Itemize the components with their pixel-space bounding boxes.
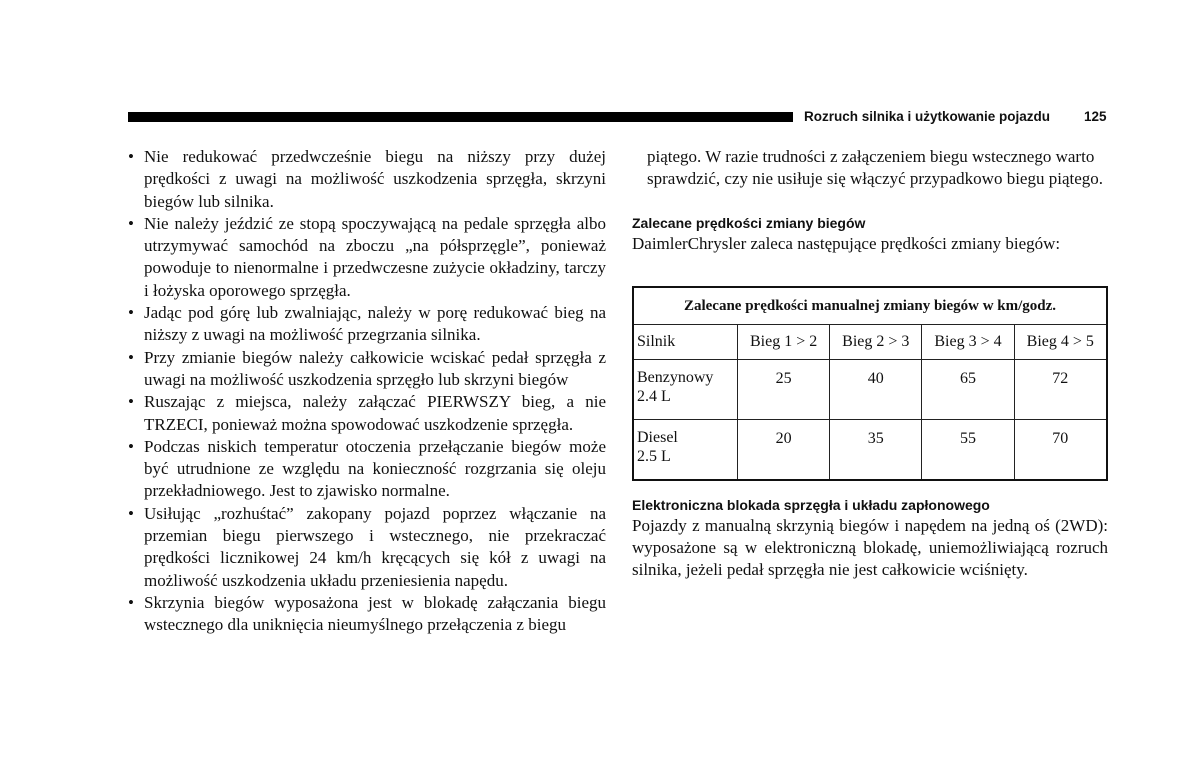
continuation-paragraph: piątego. W razie trudności z załączeniem biegu wstecznego warto sprawdzić, czy nie usiłuje się włączyć przypadkowo biegu piątego. [647,147,1104,189]
list-item [128,436,606,503]
table-caption: Zalecane prędkości manualnej zmiany biegów w km/godz. [633,287,1107,325]
list-item-text: Podczas niskich temperatur otoczenia przełączanie biegów może być utrudnione ze względu na konieczność rozgrzania się oleju przekładniowego. Jest to zjawisko normalne. [144,436,606,501]
shift-speed-table [632,286,1108,481]
header-rule [128,112,793,122]
section-heading-shift-speeds: Zalecane prędkości zmiany biegów [632,214,866,231]
engine-displacement: 2.5 L [637,447,671,465]
list-item-text: Jadąc pod górę lub zwalniając, należy w porę redukować bieg na niższy z uwagi na możliwość przegrzania silnika. [144,303,606,345]
table-cell: 65 [922,359,1014,419]
table-cell: 55 [922,419,1014,480]
table-header-cell: Bieg 1 > 2 [738,324,830,359]
list-item [128,213,606,302]
list-item [128,503,606,592]
list-item [128,592,606,637]
engine-name: Diesel [637,428,678,446]
list-item-text: Przy zmianie biegów należy całkowicie wciskać pedał sprzęgła z uwagi na możliwość uszkodzenia sprzęgło lub skrzyni biegów [144,347,606,389]
section-text-clutch-interlock: Pojazdy z manualną skrzynią biegów i napędem na jedną oś (2WD): wyposażone są w elektroniczną blokadę, uniemożliwiającą rozruch silnika, jeżeli pedał sprzęgła nie jest całkowicie wciśnięty. [632,515,1108,580]
list-item-text: Ruszając z miejsca, należy załączać PIERWSZY bieg, a nie TRZECI, ponieważ można spowodować uszkodzenie sprzęgła. [144,392,606,434]
page-number: 125 [1084,109,1107,124]
table-header-cell: Bieg 3 > 4 [922,324,1014,359]
table-cell-engine [633,419,738,480]
table-cell: 72 [1014,359,1107,419]
engine-displacement: 2.4 L [637,387,671,405]
section-text-shift-speeds: DaimlerChrysler zaleca następujące prędkości zmiany biegów: [632,233,1061,253]
list-item-text: Skrzynia biegów wyposażona jest w blokadę załączania biegu wstecznego dla uniknięcia nieumyślnego przełączenia z biegu [144,592,606,635]
engine-name: Benzynowy [637,368,714,386]
list-item-text: Nie należy jeździć ze stopą spoczywającą na pedale sprzęgła albo utrzymywać samochód na zboczu „na półsprzęgle”, ponieważ powoduje to nienormalne i przedwczesne zużycie okładziny, tarczy i łożyska oporowego sprzęgła. [144,213,606,300]
table-cell: 25 [738,359,830,419]
bullet-icon: • [128,436,134,456]
left-column [128,146,606,637]
table-row [633,359,1107,419]
list-item [128,146,606,213]
list-item [128,302,606,347]
list-item [128,347,606,392]
bullet-icon: • [128,213,134,233]
bullet-icon: • [128,347,134,367]
list-item-text: Usiłując „rozhuśtać” zakopany pojazd poprzez włączanie na przemian biegu pierwszego i wstecznego, nie przekraczać prędkości licznikowej 24 km/h kręcących się kół z uwagi na możliwość uszkodzenia układu przeniesienia napędu. [144,503,606,590]
table-cell: 40 [830,359,922,419]
table-header-cell: Silnik [633,324,738,359]
table-cell: 70 [1014,419,1107,480]
list-item-text: Nie redukować przedwcześnie biegu na niższy przy dużej prędkości z uwagi na możliwość uszkodzenia sprzęgła, skrzyni biegów lub silnika. [144,147,606,211]
right-column [632,146,1108,582]
section-heading-clutch-interlock: Elektroniczna blokada sprzęgła i układu zapłonowego [632,496,990,513]
bullet-icon: • [128,503,134,523]
bullet-icon: • [128,392,134,412]
table-header-cell: Bieg 2 > 3 [830,324,922,359]
shift-speed-table-wrapper [632,286,1108,481]
table-header-row [633,324,1107,359]
running-title: Rozruch silnika i użytkowanie pojazdu [804,109,1051,124]
table-header-cell: Bieg 4 > 5 [1014,324,1107,359]
bullet-icon: • [128,303,134,323]
list-item [128,391,606,436]
bullet-list [128,146,606,637]
table-cell-engine [633,359,738,419]
bullet-icon: • [128,147,134,166]
table-cell: 20 [738,419,830,480]
bullet-icon: • [128,592,134,612]
table-row [633,419,1107,480]
table-cell: 35 [830,419,922,480]
